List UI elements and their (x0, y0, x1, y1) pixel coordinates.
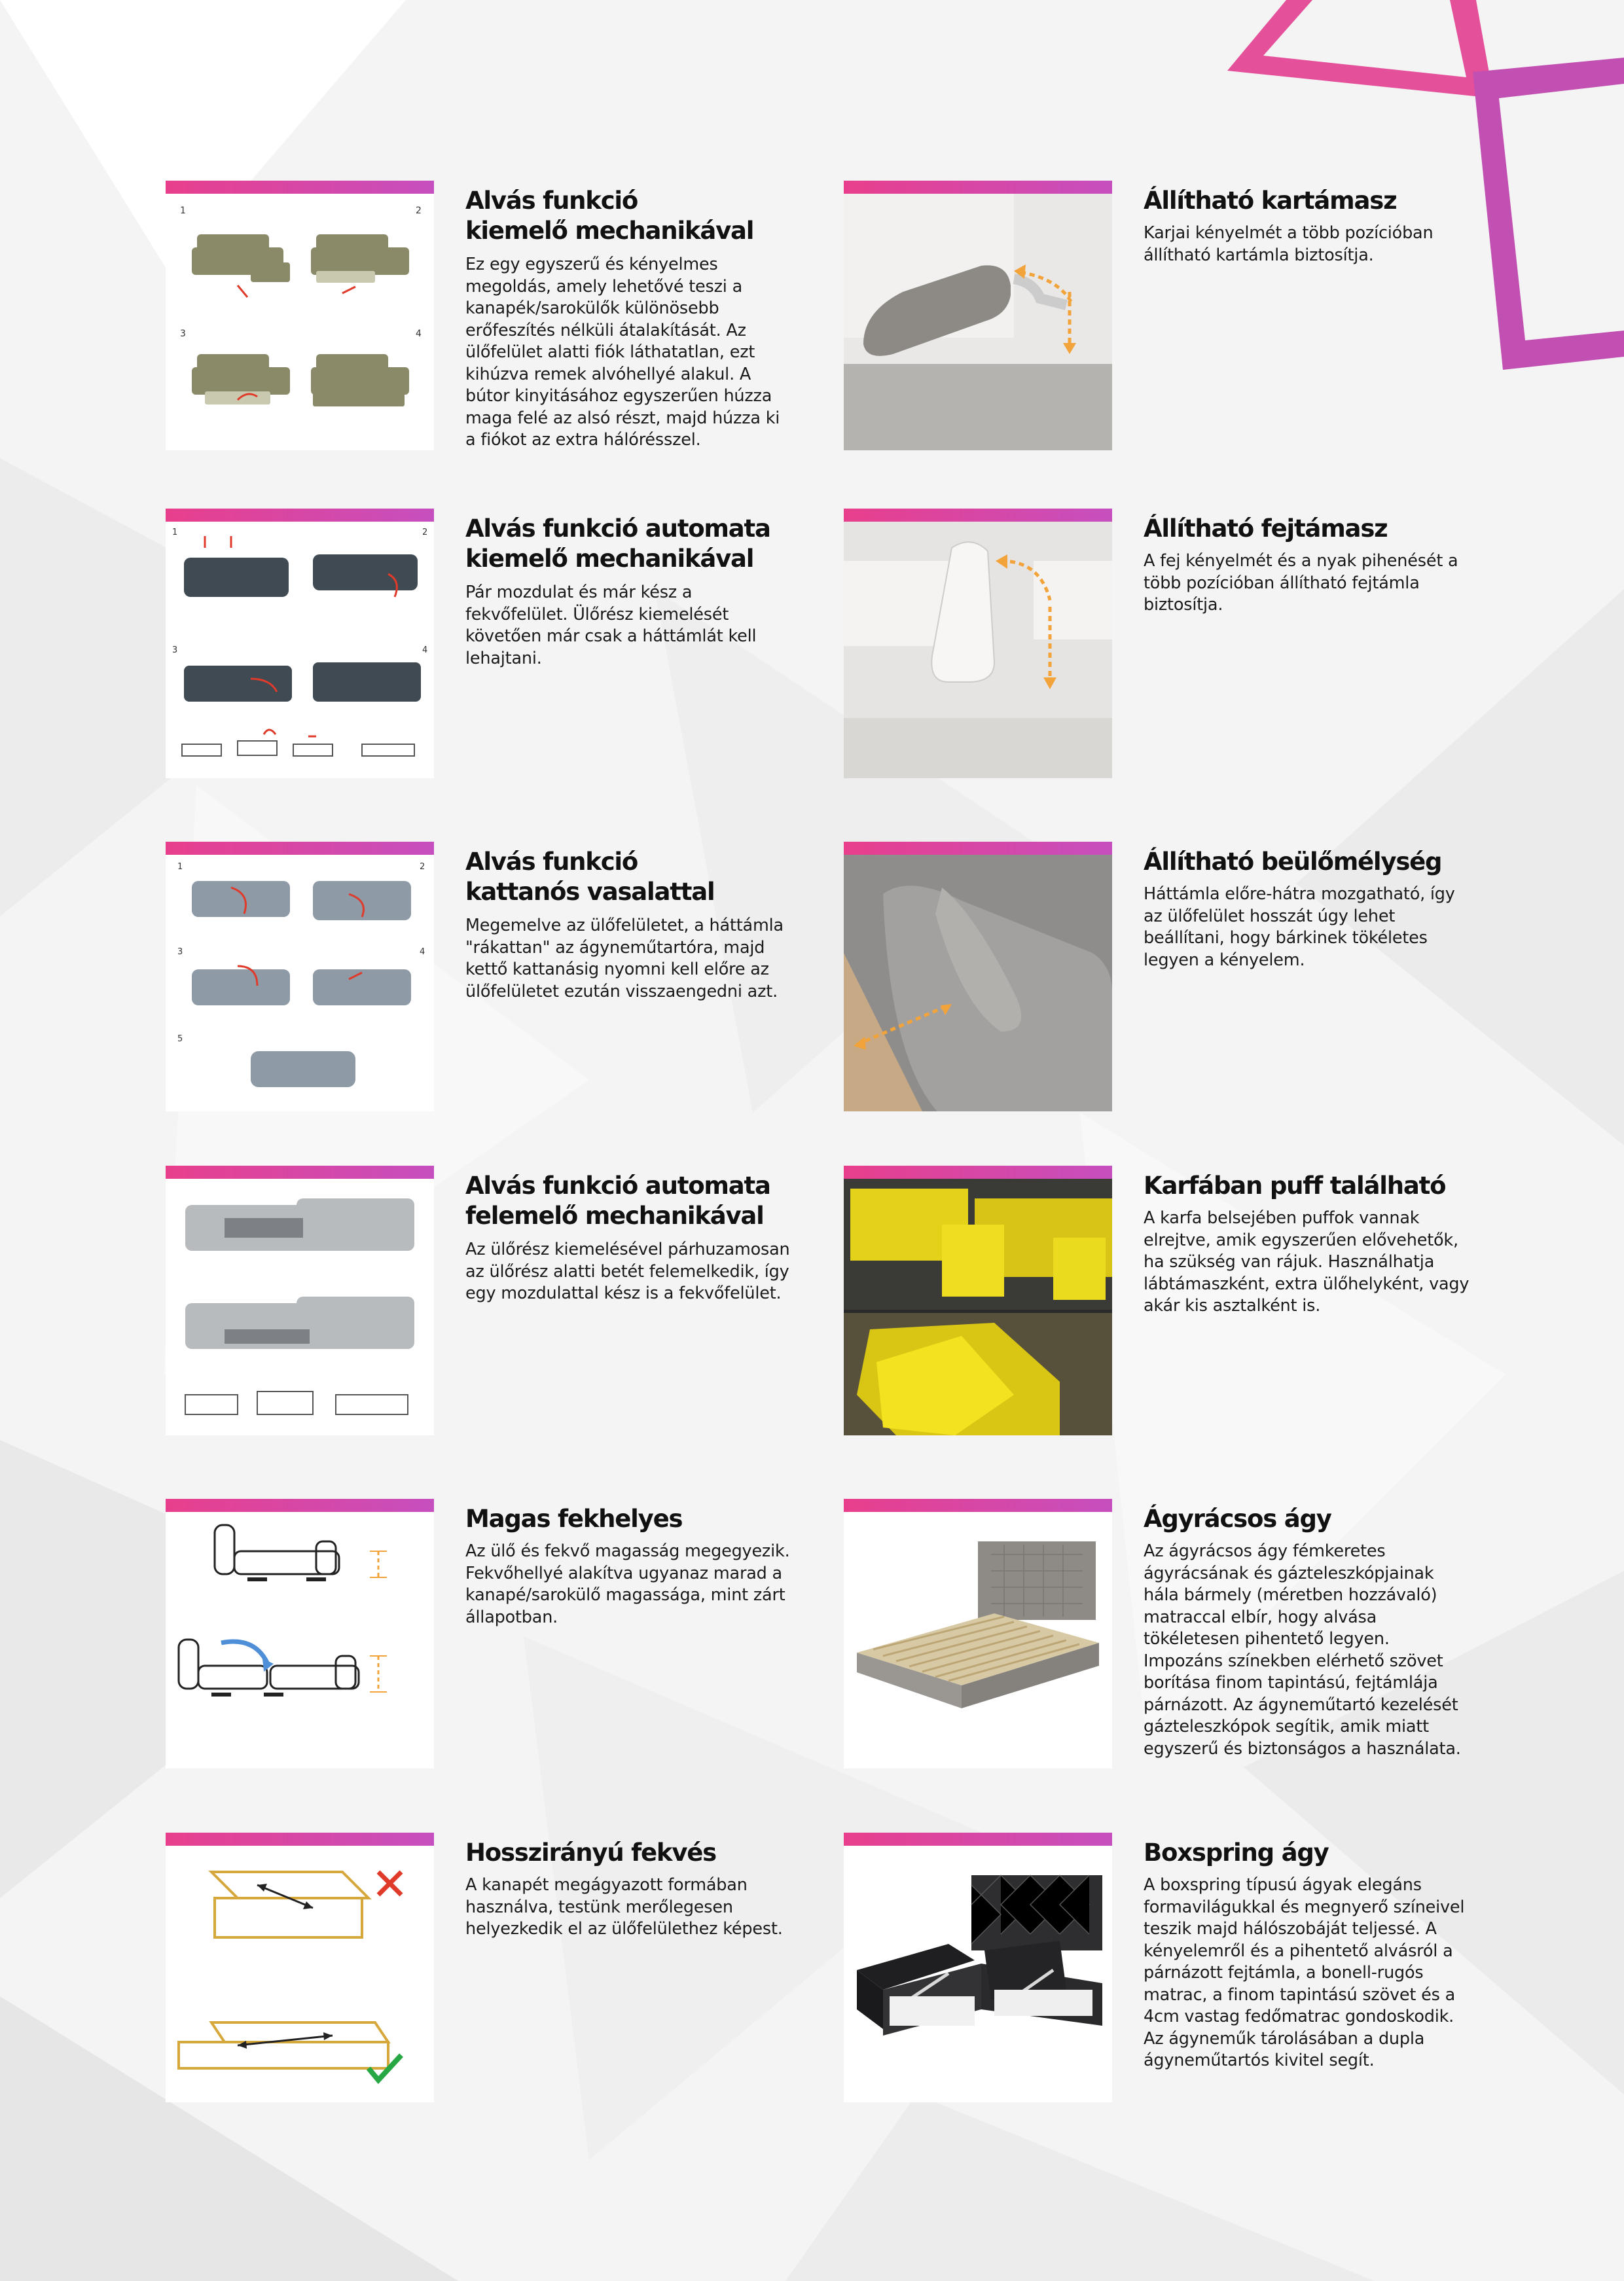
card-accent-bar (166, 1166, 434, 1179)
title-line-1: Alvás funkció automata (465, 1172, 770, 1200)
card-accent-bar (844, 1499, 1112, 1512)
title-line-1: Állítható kartámasz (1144, 187, 1397, 215)
feature-description: Háttámla előre-hátra mozgatható, így az ülőfelület hosszát úgy lehet beállítani, hogy bárkinek tökéletes legyen a kényelem. (1144, 884, 1455, 970)
step-number: 1 (180, 206, 186, 216)
feature-card-allithato-fejtamasz (844, 509, 1498, 783)
feature-title (465, 186, 780, 246)
feature-title (465, 847, 780, 907)
step-number: 1 (172, 528, 178, 537)
feature-image-kattanos-steps (166, 855, 434, 1111)
feature-description: Karjai kényelmét a több pozícióban állítható kartámla biztosítja. (1144, 223, 1434, 265)
feature-card-hosszirany (166, 1833, 820, 2108)
feature-image-kartamasz (844, 194, 1112, 450)
feature-image-kiemelo-steps (166, 194, 434, 450)
feature-description: Az ülőrész kiemelésével párhuzamosan az ülőrész alatti betét felemelkedik, így egy mozdulattal kész is a fekvőfelület. (465, 1240, 790, 1303)
card-accent-bar (844, 509, 1112, 522)
title-line-1: Alvás funkció (465, 187, 638, 215)
feature-card-alvas-felemelo (166, 1166, 820, 1441)
step-number: 3 (180, 329, 186, 339)
title-line-2: kiemelő mechanikával (465, 545, 754, 573)
title-line-1: Állítható fejtámasz (1144, 514, 1388, 543)
step-number: 5 (177, 1034, 183, 1044)
feature-card-agyracsos-agy (844, 1499, 1498, 1774)
step-number: 3 (177, 947, 183, 957)
feature-title (465, 514, 780, 574)
feature-title (1144, 1504, 1458, 1534)
feature-title (1144, 847, 1458, 877)
feature-title (1144, 1171, 1458, 1201)
title-line-2: kattanós vasalattal (465, 878, 715, 906)
title-line-1: Ágyrácsos ágy (1144, 1505, 1331, 1533)
feature-card-alvas-kattanos (166, 842, 820, 1117)
feature-title (465, 1504, 780, 1534)
feature-card-magas-fekhelyes (166, 1499, 820, 1774)
step-number: 2 (422, 528, 428, 537)
feature-card-alvas-kiemelo (166, 181, 820, 456)
feature-image-beulomelyseg (844, 855, 1112, 1111)
card-accent-bar (166, 1499, 434, 1512)
feature-card-boxspring-agy (844, 1833, 1498, 2108)
step-number: 1 (177, 862, 183, 872)
title-line-2: felemelő mechanikával (465, 1202, 764, 1230)
feature-image-felemelo (166, 1179, 434, 1435)
feature-image-boxspring (844, 1846, 1112, 2102)
feature-image-automata-steps (166, 522, 434, 778)
step-number: 4 (420, 947, 425, 957)
title-line-1: Magas fekhelyes (465, 1505, 683, 1533)
feature-title (1144, 1838, 1458, 1868)
feature-description: A fej kényelmét és a nyak pihenését a több pozícióban állítható fejtámla biztosítja. (1144, 551, 1458, 615)
title-line-1: Alvás funkció automata (465, 514, 770, 543)
feature-title (465, 1171, 780, 1231)
feature-image-fejtamasz (844, 522, 1112, 778)
card-accent-bar (166, 842, 434, 855)
feature-description: A boxspring típusú ágyak elegáns formavilágukkal és megnyerő színeivel teszik majd hálószobáját teljessé. A kényelemről és a pihentető alvásról a párnázott fejtámla, a bonell-rugós matrac, a finom tapintású szövet és a 4cm vastag fedőmatrac gondoskodik. Az ágyneműk tárolásában a dupla ágyneműtartós kivitel segít. (1144, 1875, 1465, 2070)
card-accent-bar (166, 509, 434, 522)
feature-image-puff (844, 1179, 1112, 1435)
step-number: 4 (416, 329, 422, 339)
feature-description: Az ülő és fekvő magasság megegyezik. Fekvőhellyé alakítva ugyanaz marad a kanapé/sarokülő magassága, mint zárt állapotban. (465, 1541, 790, 1627)
title-line-1: Hosszirányú fekvés (465, 1839, 716, 1867)
step-number: 4 (422, 645, 428, 655)
feature-description: Az ágyrácsos ágy fémkeretes ágyrácsának és gázteleszkópjainak hála bármely (méretben hozzávaló) matraccal elbír, hogy alvása tökéletesen pihentető legyen. Impozáns színekben elérhető szövet borítása finom tapintású, fejtámlája párnázott. Az ágyneműtartó kezelését gázteleszkópok segítik, amik miatt egyszerű és biztonságos a használata. (1144, 1541, 1461, 1759)
title-line-1: Alvás funkció (465, 848, 638, 876)
step-number: 3 (172, 645, 178, 655)
card-accent-bar (844, 181, 1112, 194)
feature-description: A karfa belsejében puffok vannak elrejtve, amik egyszerűen elővehetők, ha szükség van rájuk. Használhatja lábtámaszként, extra ülőhelyként, vagy akár kis asztalként is. (1144, 1208, 1470, 1316)
title-line-2: kiemelő mechanikával (465, 217, 754, 245)
title-line-1: Karfában puff található (1144, 1172, 1446, 1200)
feature-title (465, 1838, 780, 1868)
feature-card-allithato-kartamasz (844, 181, 1498, 456)
feature-card-karfaban-puff (844, 1166, 1498, 1441)
feature-image-agyracsos (844, 1512, 1112, 1769)
feature-title (1144, 514, 1458, 544)
feature-description: Pár mozdulat és már kész a fekvőfelület. Ülőrész kiemelését követően már csak a háttámlát kell lehajtani. (465, 583, 757, 668)
feature-description: Ez egy egyszerű és kényelmes megoldás, amely lehetővé teszi a kanapék/sarokülők különösebb erőfeszítés nélküli átalakítását. Az ülőfelület alatti fiók láthatatlan, ezt kihúzva remek alvóhellyé alakul. A bútor kinyitásához egyszerűen húzza maga felé az alsó részt, majd húzza ki a fiókot az extra hálórésszel. (465, 255, 780, 450)
card-accent-bar (844, 842, 1112, 855)
card-accent-bar (844, 1833, 1112, 1846)
feature-card-alvas-automata-kiemelo (166, 509, 820, 783)
card-accent-bar (844, 1166, 1112, 1179)
title-line-1: Boxspring ágy (1144, 1839, 1329, 1867)
feature-image-magas-fekhely (166, 1512, 434, 1769)
feature-description: Megemelve az ülőfelületet, a háttámla "rákattan" az ágyneműtartóra, majd kettő kattanásig nyomni kell előre az ülőfelületet ezután visszaengedni azt. (465, 916, 784, 1001)
feature-card-allithato-beulomelyseg (844, 842, 1498, 1117)
feature-title (1144, 186, 1458, 216)
card-accent-bar (166, 181, 434, 194)
step-number: 2 (420, 862, 425, 872)
feature-image-hosszirany (166, 1846, 434, 2102)
feature-description: A kanapét megágyazott formában használva, testünk merőlegesen helyezkedik el az ülőfelülethez képest. (465, 1875, 783, 1939)
card-accent-bar (166, 1833, 434, 1846)
step-number: 2 (416, 206, 422, 216)
title-line-1: Állítható beülőmélység (1144, 848, 1442, 876)
